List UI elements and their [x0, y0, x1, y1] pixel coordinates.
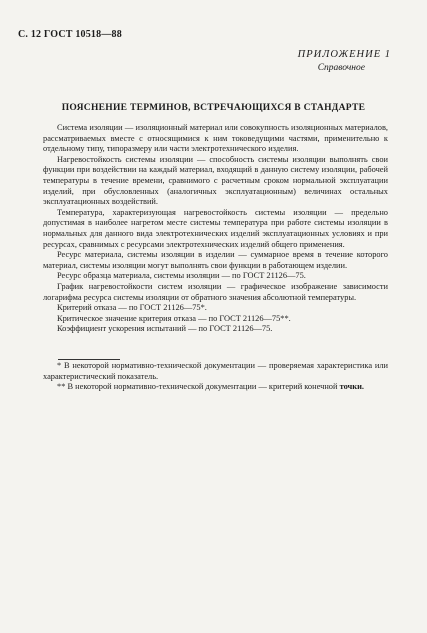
footnotes [43, 361, 388, 393]
footnote-divider [58, 359, 120, 360]
footnote-text-bold: точки. [339, 382, 365, 392]
paragraph: График нагревостойкости систем изоляции — графическое изображение зависимости логарифма ресурса системы изоляции от обратного значения абсолютной температуры. [43, 281, 388, 302]
paragraph: Ресурс материала, системы изоляции в изделии — суммарное время в течение которого материал, системы изоляции могут выполнять свои функции в работающем изделии. [43, 250, 388, 270]
paragraph: Ресурс образца материала, системы изоляции — по ГОСТ 21126—75. [57, 271, 306, 281]
paragraph: Критическое значение критерия отказа — по ГОСТ 21126—75**. [57, 313, 291, 323]
paragraph: Температура, характеризующая нагревостойкость системы изоляции — предельно допустимая в наиболее нагретом месте системы температура при работе системы изоляции в нормальных для данного вида электротехнических изделий эксплуатационных условиях и при ресурсах, сравнимых с ресурсами электротехнических изделий общего применения. [43, 207, 388, 249]
section-title: ПОЯСНЕНИЕ ТЕРМИНОВ, ВСТРЕЧАЮЩИХСЯ В СТАНДАРТЕ [61, 103, 366, 113]
appendix-title: ПРИЛОЖЕНИЕ 1 [297, 49, 391, 60]
paragraph: Система изоляции — изоляционный материал или совокупность изоляционных материалов, рассматриваемых вместе с относящимися к ним токоведущими частями, применительно к отдельному типу, типоразмеру или части электротехнического изделия. [43, 123, 388, 154]
footnote-text: ** В некоторой нормативно-технической документации — критерий конечной [57, 382, 340, 392]
paragraph: Критерий отказа — по ГОСТ 21126—75*. [57, 303, 207, 313]
footnote [43, 382, 388, 393]
definitions-body [43, 123, 388, 335]
paragraph: Нагревостойкость системы изоляции — способность системы изоляции выполнять свои функции при воздействии на каждый материал, входящий в данную систему изоляции, рабочей температуры в течение времени, сравнимого с расчетным сроком нормальной эксплуатации изделий, при обусловленных (аналогичных эксплуатационным) величинах остальных эксплуатационных воздействий. [43, 154, 388, 207]
page-header: С. 12 ГОСТ 10518—88 [18, 29, 122, 40]
appendix-subtitle: Справочное [317, 63, 365, 73]
footnote: * В некоторой нормативно-технической документации — проверяемая характеристика или характеристический показатель. [43, 361, 388, 381]
paragraph: Коэффициент ускорения испытаний — по ГОСТ 21126—75. [57, 324, 273, 334]
